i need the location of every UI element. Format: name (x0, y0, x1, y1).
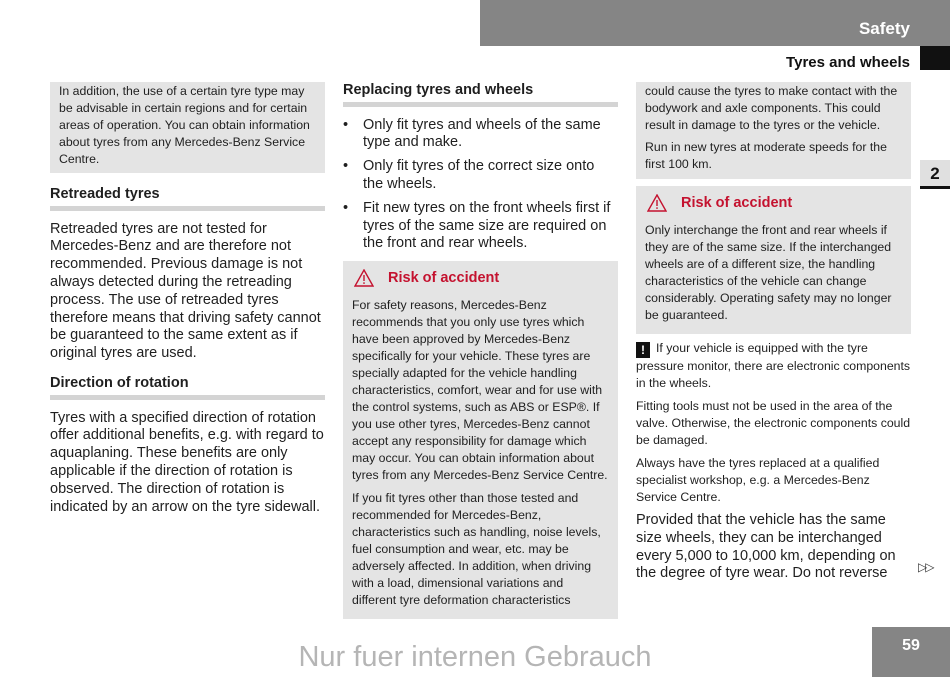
interchange-text: Provided that the vehicle has the same size wheels, they can be interchanged every 5,000 to 10,000 km, depending on the degree of tyre wear. Do not reverse (636, 512, 896, 582)
replacing-tyres-heading: Replacing tyres and wheels (343, 82, 618, 107)
intro-note-box: In addition, the use of a certain tyre type may be advisable in certain regions and for certain areas of operation. You can obtain information about tyres from any Mercedes-Benz Service Centre. (50, 82, 325, 173)
bullet-dot: • (343, 199, 349, 216)
warning-title: Risk of accident (647, 194, 902, 212)
exclamation-icon: ! (636, 342, 650, 358)
retreaded-tyres-heading: Retreaded tyres (50, 186, 325, 211)
warning-text: Only interchange the front and rear wheels if they are of the same size. If the interchanged wheels are of a different size, the handling characteristics of the vehicle can change considerably. Operating safety may no longer be guaranteed. (645, 223, 892, 322)
list-item: • Fit new tyres on the front wheels first if tyres of the same size are required on the front and rear wheels. (343, 199, 611, 252)
warning-text-2: If you fit tyres other than those tested and recommended for Mercedes-Benz, characteristics such as handling, noise levels, fuel consumption and wear, etc. may be adversely affected. In addition, when driving with a load, dimensional variations and different tyre deformation characteristics (352, 491, 601, 608)
replace-tyres-text: Always have the tyres replaced at a qualified specialist workshop, e.g. a Mercedes-Benz Service Centre. (636, 456, 880, 504)
page-subtitle: Tyres and wheels (786, 54, 910, 71)
header-bar (480, 0, 950, 46)
bullet-dot: • (343, 158, 349, 175)
bullet-dot: • (343, 116, 349, 133)
retreaded-tyres-text: Retreaded tyres are not tested for Mercedes-Benz and are therefore not recommended. Previous damage is not always detected during the retreading process. The use of retreaded tyres therefore means that driving safety cannot be guaranteed to the same extent as if original tyres are used. (50, 220, 321, 362)
column-1 (50, 82, 325, 516)
direction-of-rotation-text: Tyres with a specified direction of rotation offer additional benefits, e.g. with regard to aquaplaning. These benefits are only applicable if the direction of rotation is observed. The direction of rotation is indicated by an arrow on the tyre sidewall. (50, 409, 324, 515)
replacing-tyres-list (343, 117, 618, 254)
continue-marker-icon: ▷▷ (918, 560, 933, 574)
list-item: • Only fit tyres and wheels of the same type and make. (343, 116, 601, 151)
note-paragraph: ! If your vehicle is equipped with the tyre pressure monitor, there are electronic components in the wheels. (636, 341, 911, 390)
direction-of-rotation-heading: Direction of rotation (50, 375, 325, 400)
warning-text-1: For safety reasons, Mercedes-Benz recommends that you only use tyres which have been approved by Mercedes-Benz specifically for your vehicle. These tyres are specially adapted for the vehicle handling characteristics, comfort, wear and for use with the control systems, such as ABS or ESP®. If you use other tyres, Mercedes-Benz cannot accept any responsibility for damage which may occur. You can obtain information about tyres from any Mercedes-Benz Service Centre. (352, 298, 608, 483)
list-item: • Only fit tyres of the correct size onto the wheels. (343, 158, 595, 192)
warning-triangle-icon (647, 194, 667, 212)
watermark: Nur fuer internen Gebrauch (298, 641, 652, 673)
continued-note-box: could cause the tyres to make contact with the bodywork and axle components. This could result in damage to the tyres or the vehicle. Run in new tyres at moderate speeds for the first 100 km. (636, 82, 911, 179)
warning-triangle-icon (354, 269, 374, 287)
warning-box (343, 261, 618, 619)
column-2 (343, 82, 618, 619)
side-marker (920, 46, 950, 70)
section-title: Safety (858, 19, 910, 38)
fitting-tools-text: Fitting tools must not be used in the area of the valve. Otherwise, the electronic components could be damaged. (636, 399, 911, 447)
chapter-tab: 2 (920, 160, 950, 189)
warning-box (636, 186, 911, 334)
warning-title: Risk of accident (354, 269, 609, 287)
page-number: 59 (872, 627, 950, 677)
column-3 (636, 82, 911, 583)
